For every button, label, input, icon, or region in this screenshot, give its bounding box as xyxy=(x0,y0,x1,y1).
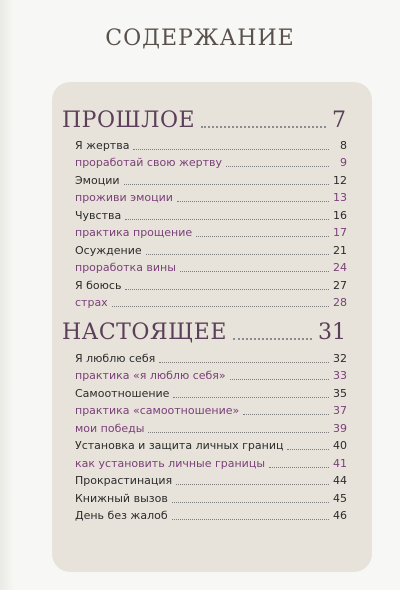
toc-entry-practice: практика «я люблю себя» 33 xyxy=(75,369,347,382)
dot-leader xyxy=(230,379,329,380)
dot-leader xyxy=(112,306,329,307)
section-heading-past xyxy=(62,104,346,134)
toc-entry-practice: проживи эмоции 13 xyxy=(75,191,347,204)
dot-leader xyxy=(226,166,329,167)
toc-entry-practice: как установить личные границы 41 xyxy=(75,456,347,470)
dot-leader xyxy=(125,219,329,220)
toc-entry: Чувства 16 xyxy=(75,208,347,222)
toc-entry: Я жертва 8 xyxy=(75,138,347,152)
dot-leader xyxy=(124,184,330,185)
dot-leader xyxy=(148,432,329,433)
toc-entry: Установка и защита личных границ 40 xyxy=(75,439,347,452)
toc-entry: Прокрастинация 44 xyxy=(75,474,347,487)
dot-leader xyxy=(125,289,329,290)
section-title: НАСТОЯЩЕЕ xyxy=(62,320,227,345)
dot-leader xyxy=(133,149,329,150)
toc-entry: Я боюсь 27 xyxy=(75,278,347,292)
dot-leader xyxy=(180,271,329,272)
dot-leader xyxy=(146,254,329,255)
toc-entry-practice: практика прощение 17 xyxy=(75,226,347,239)
toc-entry-practice: проработай свою жертву 9 xyxy=(75,156,347,169)
toc-entry-practice: проработка вины 24 xyxy=(75,261,347,274)
toc-entry: Самоотношение 35 xyxy=(75,386,347,400)
section-heading-present xyxy=(62,316,346,346)
toc-entry: Эмоции 12 xyxy=(75,173,347,187)
dot-leader xyxy=(201,126,326,128)
dot-leader xyxy=(269,467,329,468)
section-list-present xyxy=(75,348,347,523)
section-title: ПРОШЛОЕ xyxy=(62,108,196,133)
toc-entry: Книжный вызов 45 xyxy=(75,491,347,505)
dot-leader xyxy=(159,362,329,363)
page-title: СОДЕРЖАНИЕ xyxy=(105,26,295,51)
dot-leader xyxy=(177,201,329,202)
dot-leader xyxy=(243,414,329,415)
section-list-past xyxy=(75,135,347,310)
toc-entry: День без жалоб 46 xyxy=(75,509,347,522)
dot-leader xyxy=(233,338,312,340)
toc-entry-practice: практика «самоотношение» 37 xyxy=(75,404,347,417)
section-page-number: 31 xyxy=(318,320,346,345)
dot-leader xyxy=(173,397,329,398)
dot-leader xyxy=(176,484,329,485)
dot-leader xyxy=(172,519,329,520)
dot-leader xyxy=(287,449,329,450)
dot-leader xyxy=(196,236,329,237)
toc-entry-practice: страх 28 xyxy=(75,296,347,309)
toc-entry: Осуждение 21 xyxy=(75,243,347,257)
toc-entry-practice: мои победы 39 xyxy=(75,421,347,435)
dot-leader xyxy=(172,502,329,503)
section-page-number: 7 xyxy=(332,108,346,133)
toc-entry: Я люблю себя 32 xyxy=(75,351,347,365)
